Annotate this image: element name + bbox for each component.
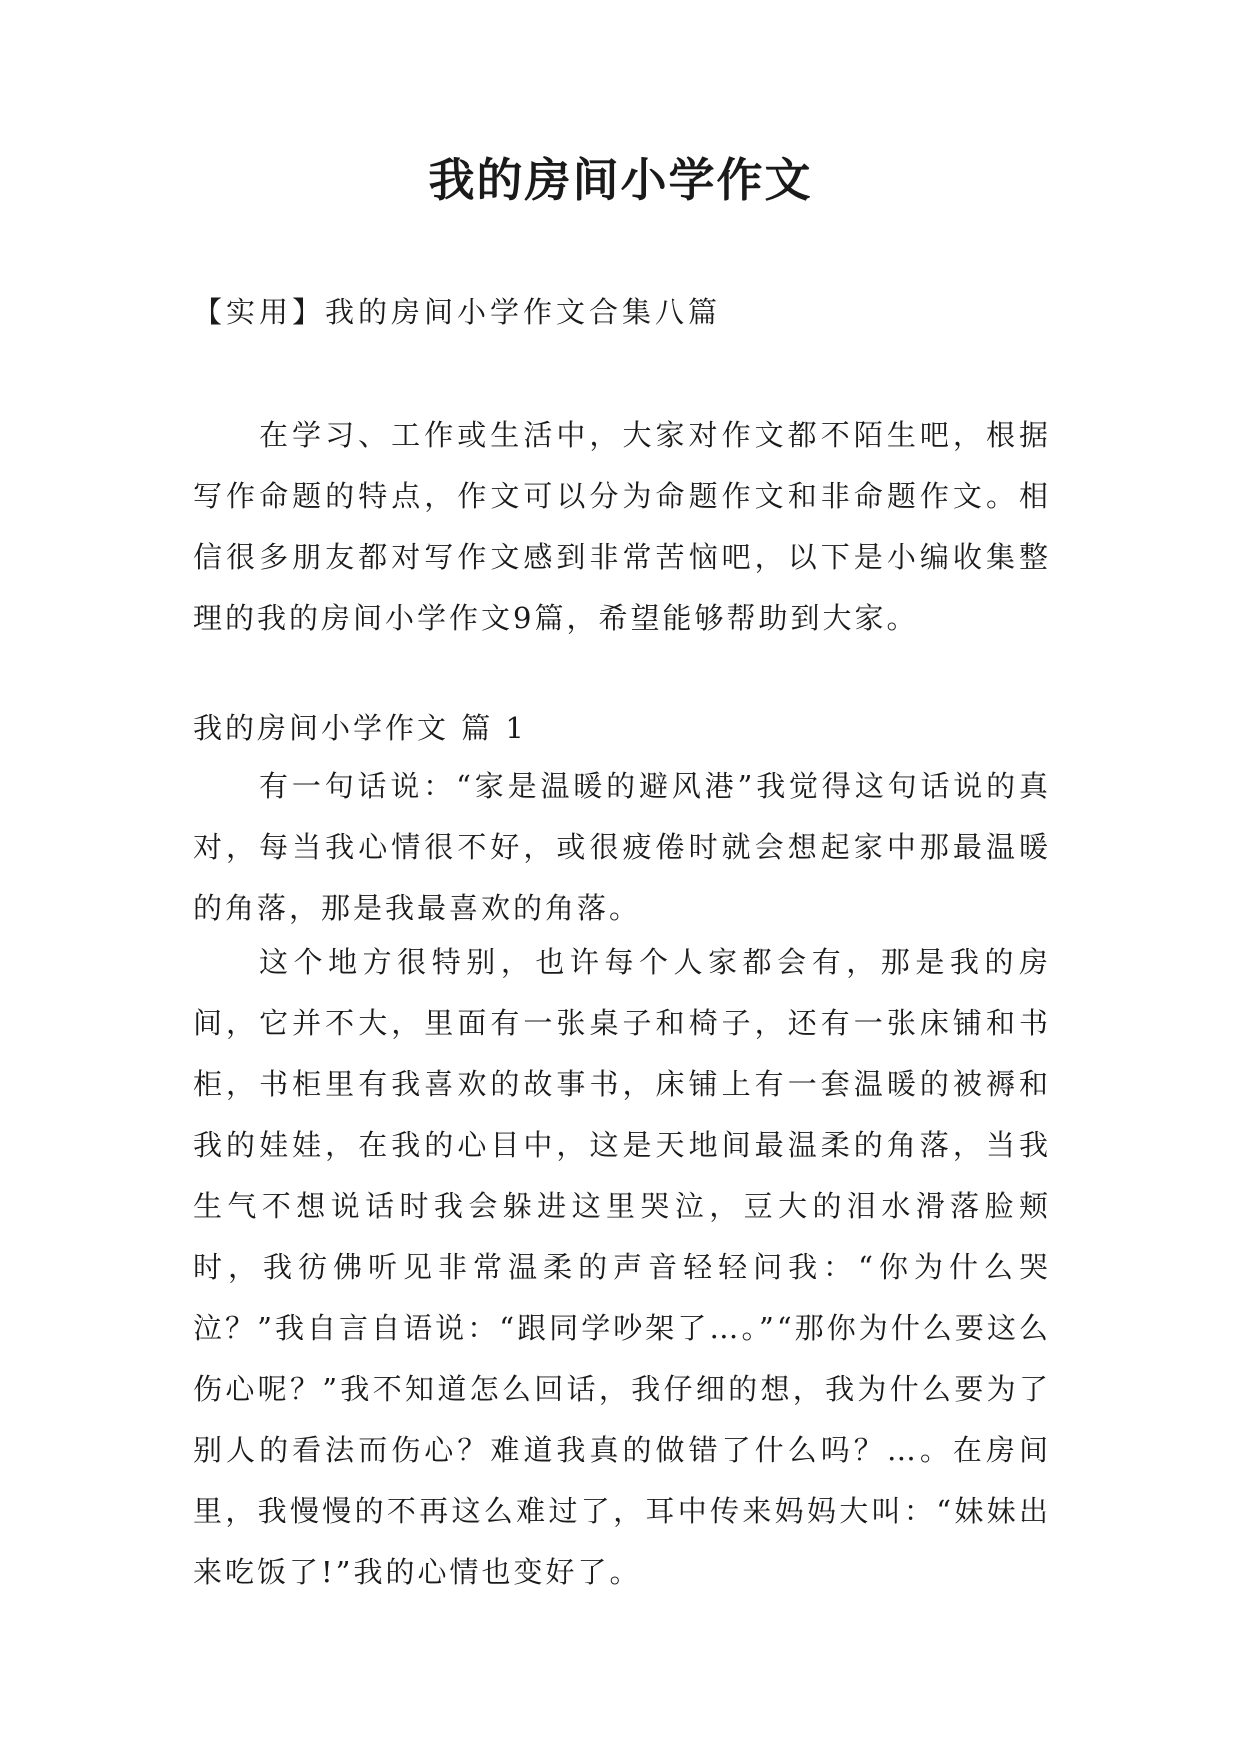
section-heading: 我的房间小学作文 篇 1 xyxy=(193,711,527,745)
section-paragraph: 有一句话说：“家是温暖的避风港”我觉得这句话说的真对，每当我心情很不好，或很疲倦时就会想起家中那最温暖的角落，那是我最喜欢的角落。 xyxy=(193,769,1051,925)
intro-paragraph: 在学习、工作或生活中，大家对作文都不陌生吧，根据写作命题的特点，作文可以分为命题作文和非命题作文。相信很多朋友都对写作文感到非常苦恼吧，以下是小编收集整理的我的房间小学作文9篇，希望能够帮助到大家。 xyxy=(193,418,1051,635)
section-paragraph: 这个地方很特别，也许每个人家都会有，那是我的房间，它并不大，里面有一张桌子和椅子，还有一张床铺和书柜，书柜里有我喜欢的故事书，床铺上有一套温暖的被褥和我的娃娃，在我的心目中，这是天地间最温柔的角落，当我生气不想说话时我会躲进这里哭泣，豆大的泪水滑落脸颊时，我彷佛听见非常温柔的声音轻轻问我：“你为什么哭泣？”我自言自语说：“跟同学吵架了…。”“那你为什么要这么伤心呢？”我不知道怎么回话，我仔细的想，我为什么要为了别人的看法而伤心？难道我真的做错了什么吗？…。在房间里，我慢慢的不再这么难过了，耳中传来妈妈大叫：“妹妹出来吃饭了!”我的心情也变好了。 xyxy=(193,945,1051,1589)
page-title: 我的房间小学作文 xyxy=(428,153,813,207)
document-subtitle: 【实用】我的房间小学作文合集八篇 xyxy=(193,295,722,329)
